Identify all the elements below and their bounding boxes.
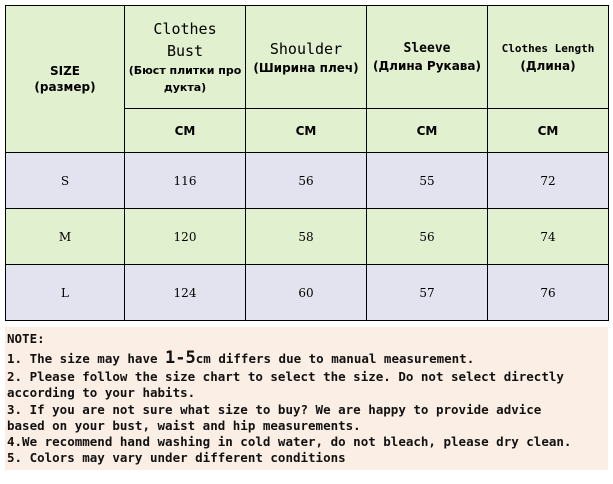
table-row-m	[6, 209, 609, 265]
shoulder-header-cell	[246, 6, 367, 109]
notes-panel	[5, 327, 608, 470]
note-line-4: 3. If you are not sure what size to buy? We are happy to provide advice	[7, 402, 542, 417]
length-cell: 72	[488, 153, 609, 209]
bust-cell: 116	[125, 153, 246, 209]
note-line-2: 2. Please follow the size chart to select the size. Do not select directly	[7, 369, 564, 384]
size-cell: M	[6, 209, 125, 265]
sleeve-cell: 55	[367, 153, 488, 209]
bust-header-cell	[125, 6, 246, 109]
sleeve-cell: 57	[367, 265, 488, 321]
size-header-ru: (размер)	[34, 80, 96, 94]
shoulder-header-en: Shoulder	[269, 40, 343, 58]
length-cell: 76	[488, 265, 609, 321]
length-header-en: Clothes Length	[501, 42, 595, 55]
shoulder-cell: 60	[246, 265, 367, 321]
bust-cell: 124	[125, 265, 246, 321]
shoulder-cell: 56	[246, 153, 367, 209]
notes-title: NOTE:	[7, 331, 45, 346]
size-header-cell	[6, 6, 125, 153]
sleeve-header-cell	[367, 6, 488, 109]
bust-header-en-2: Bust	[166, 42, 204, 60]
shoulder-cell: 58	[246, 209, 367, 265]
table-row-s	[6, 153, 609, 209]
note-1-range: 1-5	[165, 348, 196, 368]
bust-cell: 120	[125, 209, 246, 265]
shoulder-header-ru: (Ширина плеч)	[253, 61, 359, 75]
note-1-text-d: differs due to manual measurement.	[210, 351, 475, 366]
note-line-1	[7, 348, 474, 368]
unit-cell-sleeve: CM	[367, 109, 488, 153]
unit-cell-shoulder: CM	[246, 109, 367, 153]
note-line-3: according to your habits.	[7, 385, 196, 400]
bust-header-en-1: Clothes	[153, 20, 217, 38]
note-line-6: 4.We recommend hand washing in cold water, do not bleach, please dry clean.	[7, 434, 572, 449]
note-line-7: 5. Colors may vary under different conditions	[7, 450, 346, 465]
note-line-5: based on your bust, waist and hip measurements.	[7, 418, 361, 433]
size-cell: S	[6, 153, 125, 209]
size-header-en: SIZE	[49, 64, 80, 78]
length-header-cell	[488, 6, 609, 109]
length-cell: 74	[488, 209, 609, 265]
sleeve-header-ru: (Длина Рукава)	[373, 59, 481, 73]
sleeve-header-en: Sleeve	[403, 41, 451, 56]
table-row-l	[6, 265, 609, 321]
unit-cell-length: CM	[488, 109, 609, 153]
note-1-unit: cm	[195, 351, 211, 366]
size-chart-table	[5, 5, 609, 321]
size-cell: L	[6, 265, 125, 321]
unit-cell-bust: CM	[125, 109, 246, 153]
note-1-text-a: 1. The size may have	[7, 351, 166, 366]
header-row	[6, 6, 609, 109]
bust-header-ru: (Бюст плитки про дукта)	[128, 64, 242, 94]
sleeve-cell: 56	[367, 209, 488, 265]
length-header-ru: (Длина)	[520, 59, 576, 73]
